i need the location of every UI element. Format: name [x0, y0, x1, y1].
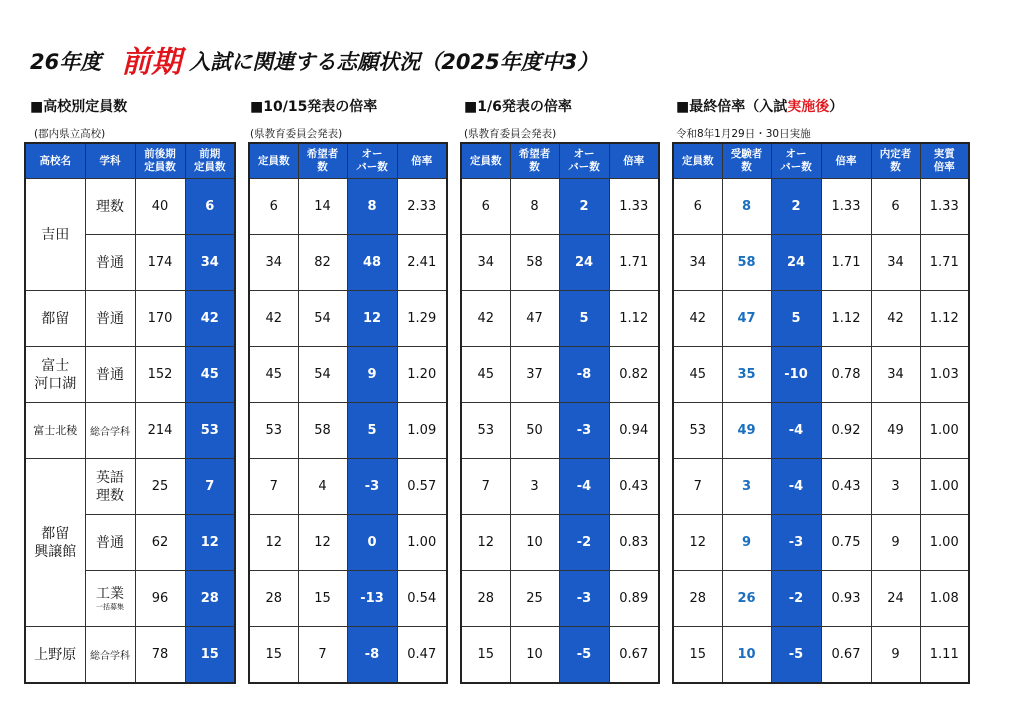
subject-cell: 普通	[85, 515, 135, 571]
table-row	[461, 571, 659, 627]
table-row	[249, 627, 447, 684]
table-row	[461, 515, 659, 571]
data-cell: 28	[461, 571, 510, 627]
data-cell: 9	[347, 347, 397, 403]
data-cell: 2	[771, 179, 821, 235]
table-row	[249, 571, 447, 627]
early-capacity: 53	[185, 403, 235, 459]
data-cell: 12	[249, 515, 298, 571]
data-cell: 1.00	[920, 459, 969, 515]
table-row	[673, 403, 969, 459]
data-cell: 34	[461, 235, 510, 291]
section2-sub: (県教育委員会発表)	[250, 128, 343, 140]
data-cell: 58	[722, 235, 771, 291]
data-cell: 6	[673, 179, 722, 235]
data-cell: 10	[510, 627, 559, 684]
data-cell: 58	[510, 235, 559, 291]
column-header: 定員数	[673, 143, 722, 179]
data-cell: 1.71	[609, 235, 659, 291]
data-cell: 4	[298, 459, 347, 515]
data-cell: 53	[461, 403, 510, 459]
subject-cell: 普通	[85, 291, 135, 347]
table-row	[461, 627, 659, 684]
t1-header-row	[25, 143, 235, 179]
data-cell: -8	[559, 347, 609, 403]
data-cell: 1.11	[920, 627, 969, 684]
data-cell: -3	[771, 515, 821, 571]
table-row	[673, 571, 969, 627]
data-cell: 0.93	[821, 571, 871, 627]
early-capacity: 7	[185, 459, 235, 515]
column-header: オー バー数	[347, 143, 397, 179]
total-capacity: 25	[135, 459, 185, 515]
table-row	[673, 235, 969, 291]
total-capacity: 174	[135, 235, 185, 291]
data-cell: -3	[559, 403, 609, 459]
data-cell: -2	[559, 515, 609, 571]
data-cell: -4	[771, 403, 821, 459]
subject-cell: 総合学科	[85, 627, 135, 684]
table-row	[673, 347, 969, 403]
subject-cell: 理数	[85, 179, 135, 235]
data-cell: 54	[298, 291, 347, 347]
school-name: 都留	[25, 291, 85, 347]
data-cell: 1.33	[609, 179, 659, 235]
data-cell: -4	[559, 459, 609, 515]
t2-header-row	[249, 143, 447, 179]
data-cell: 1.12	[821, 291, 871, 347]
section1-sub: (郡内県立高校)	[34, 128, 106, 140]
jan6-table	[460, 142, 660, 684]
early-capacity: 15	[185, 627, 235, 684]
data-cell: 1.03	[920, 347, 969, 403]
data-cell: 5	[347, 403, 397, 459]
table-row	[461, 403, 659, 459]
data-cell: 1.00	[920, 403, 969, 459]
column-header: 定員数	[461, 143, 510, 179]
column-header: 定員数	[249, 143, 298, 179]
data-cell: 25	[510, 571, 559, 627]
data-cell: 82	[298, 235, 347, 291]
data-cell: 6	[871, 179, 920, 235]
data-cell: 45	[249, 347, 298, 403]
total-capacity: 170	[135, 291, 185, 347]
table-row	[673, 459, 969, 515]
total-capacity: 78	[135, 627, 185, 684]
early-capacity: 12	[185, 515, 235, 571]
data-cell: 9	[871, 515, 920, 571]
table-row	[249, 179, 447, 235]
table-row	[461, 235, 659, 291]
table-row	[673, 291, 969, 347]
data-cell: -5	[559, 627, 609, 684]
data-cell: 45	[461, 347, 510, 403]
school-name: 富士北稜	[25, 403, 85, 459]
total-capacity: 62	[135, 515, 185, 571]
early-capacity: 28	[185, 571, 235, 627]
data-cell: 9	[871, 627, 920, 684]
data-cell: -3	[347, 459, 397, 515]
data-cell: -4	[771, 459, 821, 515]
data-cell: 49	[722, 403, 771, 459]
data-cell: 28	[249, 571, 298, 627]
data-cell: 7	[298, 627, 347, 684]
data-cell: -3	[559, 571, 609, 627]
data-cell: 15	[673, 627, 722, 684]
data-cell: 0.57	[397, 459, 447, 515]
table-row	[249, 291, 447, 347]
data-cell: 45	[673, 347, 722, 403]
data-cell: 0.43	[821, 459, 871, 515]
data-cell: 15	[298, 571, 347, 627]
data-cell: 7	[461, 459, 510, 515]
data-cell: 5	[559, 291, 609, 347]
t4-header-row	[673, 143, 969, 179]
data-cell: 24	[559, 235, 609, 291]
table-row	[461, 459, 659, 515]
column-header: 前期 定員数	[185, 143, 235, 179]
column-header: 内定者 数	[871, 143, 920, 179]
data-cell: 37	[510, 347, 559, 403]
data-cell: 54	[298, 347, 347, 403]
data-cell: 8	[510, 179, 559, 235]
data-cell: 1.00	[397, 515, 447, 571]
table-row	[25, 179, 235, 235]
data-cell: 1.20	[397, 347, 447, 403]
subject-note: 一括募集	[96, 603, 124, 611]
column-header: 希望者 数	[298, 143, 347, 179]
subject-cell: 総合学科	[85, 403, 135, 459]
section2-heading: ■10/15発表の倍率	[250, 99, 378, 115]
total-capacity: 96	[135, 571, 185, 627]
data-cell: 2.33	[397, 179, 447, 235]
column-header: 学科	[85, 143, 135, 179]
table-row	[25, 347, 235, 403]
data-cell: -10	[771, 347, 821, 403]
data-cell: 10	[722, 627, 771, 684]
data-cell: 0.89	[609, 571, 659, 627]
data-cell: 53	[673, 403, 722, 459]
data-cell: 5	[771, 291, 821, 347]
column-header: 希望者 数	[510, 143, 559, 179]
subject-cell: 英語 理数	[85, 459, 135, 515]
section3-heading: ■1/6発表の倍率	[464, 99, 572, 115]
data-cell: 8	[347, 179, 397, 235]
data-cell: 15	[249, 627, 298, 684]
data-cell: 2.41	[397, 235, 447, 291]
data-cell: 1.08	[920, 571, 969, 627]
data-cell: 8	[722, 179, 771, 235]
table-row	[249, 235, 447, 291]
data-cell: 1.29	[397, 291, 447, 347]
school-name: 上野原	[25, 627, 85, 684]
table-row	[249, 459, 447, 515]
data-cell: 0.94	[609, 403, 659, 459]
data-cell: 0.54	[397, 571, 447, 627]
school-name: 都留 興譲館	[25, 459, 85, 627]
data-cell: 24	[871, 571, 920, 627]
table-row	[673, 179, 969, 235]
data-cell: 0.67	[821, 627, 871, 684]
data-cell: 48	[347, 235, 397, 291]
subject-cell: 普通	[85, 235, 135, 291]
data-cell: -5	[771, 627, 821, 684]
early-capacity: 6	[185, 179, 235, 235]
column-header: 倍率	[821, 143, 871, 179]
data-cell: -8	[347, 627, 397, 684]
data-cell: -13	[347, 571, 397, 627]
table-row	[25, 291, 235, 347]
data-cell: 34	[249, 235, 298, 291]
data-cell: 0	[347, 515, 397, 571]
early-capacity: 45	[185, 347, 235, 403]
data-cell: 0.78	[821, 347, 871, 403]
data-cell: 42	[461, 291, 510, 347]
data-cell: 1.71	[920, 235, 969, 291]
data-cell: 1.12	[609, 291, 659, 347]
column-header: オー バー数	[559, 143, 609, 179]
data-cell: 1.33	[920, 179, 969, 235]
table-row	[249, 347, 447, 403]
oct15-table	[248, 142, 448, 684]
data-cell: 0.83	[609, 515, 659, 571]
subject-cell: 工業 一括募集	[85, 571, 135, 627]
data-cell: 12	[347, 291, 397, 347]
data-cell: 0.92	[821, 403, 871, 459]
data-cell: 9	[722, 515, 771, 571]
title-highlight: 前期	[121, 45, 182, 80]
data-cell: 34	[871, 347, 920, 403]
table-row	[249, 403, 447, 459]
capacity-table	[24, 142, 236, 684]
column-header: オー バー数	[771, 143, 821, 179]
data-cell: 3	[871, 459, 920, 515]
t3-header-row	[461, 143, 659, 179]
table-row	[461, 347, 659, 403]
data-cell: 1.00	[920, 515, 969, 571]
data-cell: 1.12	[920, 291, 969, 347]
data-cell: 3	[722, 459, 771, 515]
early-capacity: 34	[185, 235, 235, 291]
table-row	[673, 627, 969, 684]
data-cell: 42	[249, 291, 298, 347]
title-rest: 入試に関連する志願状況（2025年度中3）	[189, 50, 599, 74]
data-cell: 12	[298, 515, 347, 571]
data-cell: 28	[673, 571, 722, 627]
data-cell: 0.82	[609, 347, 659, 403]
section1-heading: ■高校別定員数	[30, 99, 128, 115]
data-cell: 12	[461, 515, 510, 571]
data-cell: 34	[673, 235, 722, 291]
column-header: 受験者 数	[722, 143, 771, 179]
data-cell: 3	[510, 459, 559, 515]
data-cell: 47	[722, 291, 771, 347]
data-cell: -2	[771, 571, 821, 627]
data-cell: 15	[461, 627, 510, 684]
data-cell: 0.43	[609, 459, 659, 515]
data-cell: 6	[461, 179, 510, 235]
data-cell: 7	[673, 459, 722, 515]
data-cell: 58	[298, 403, 347, 459]
data-cell: 1.33	[821, 179, 871, 235]
column-header: 実質 倍率	[920, 143, 969, 179]
total-capacity: 152	[135, 347, 185, 403]
data-cell: 1.09	[397, 403, 447, 459]
data-cell: 1.71	[821, 235, 871, 291]
table-row	[461, 179, 659, 235]
column-header: 倍率	[609, 143, 659, 179]
early-capacity: 42	[185, 291, 235, 347]
page-title	[30, 34, 598, 78]
total-capacity: 40	[135, 179, 185, 235]
column-header: 前後期 定員数	[135, 143, 185, 179]
data-cell: 26	[722, 571, 771, 627]
data-cell: 34	[871, 235, 920, 291]
subject-cell: 普通	[85, 347, 135, 403]
data-cell: 0.67	[609, 627, 659, 684]
data-cell: 0.47	[397, 627, 447, 684]
table-row	[25, 459, 235, 515]
data-cell: 2	[559, 179, 609, 235]
table-row	[25, 627, 235, 684]
section4-sub: 令和8年1月29日・30日実施	[676, 128, 811, 140]
column-header: 倍率	[397, 143, 447, 179]
data-cell: 47	[510, 291, 559, 347]
data-cell: 0.75	[821, 515, 871, 571]
table-row	[25, 403, 235, 459]
data-cell: 12	[673, 515, 722, 571]
total-capacity: 214	[135, 403, 185, 459]
table-row	[461, 291, 659, 347]
data-cell: 53	[249, 403, 298, 459]
data-cell: 49	[871, 403, 920, 459]
school-name: 吉田	[25, 179, 85, 291]
data-cell: 7	[249, 459, 298, 515]
section3-sub: (県教育委員会発表)	[464, 128, 557, 140]
table-row	[673, 515, 969, 571]
data-cell: 24	[771, 235, 821, 291]
school-name: 富士 河口湖	[25, 347, 85, 403]
data-cell: 10	[510, 515, 559, 571]
data-cell: 35	[722, 347, 771, 403]
data-cell: 14	[298, 179, 347, 235]
title-year: 26年度	[30, 50, 102, 74]
data-cell: 42	[871, 291, 920, 347]
data-cell: 6	[249, 179, 298, 235]
section4-heading: ■最終倍率（入試実施後）	[676, 99, 844, 115]
data-cell: 42	[673, 291, 722, 347]
final-table	[672, 142, 970, 684]
column-header: 高校名	[25, 143, 85, 179]
table-row	[249, 515, 447, 571]
data-cell: 50	[510, 403, 559, 459]
